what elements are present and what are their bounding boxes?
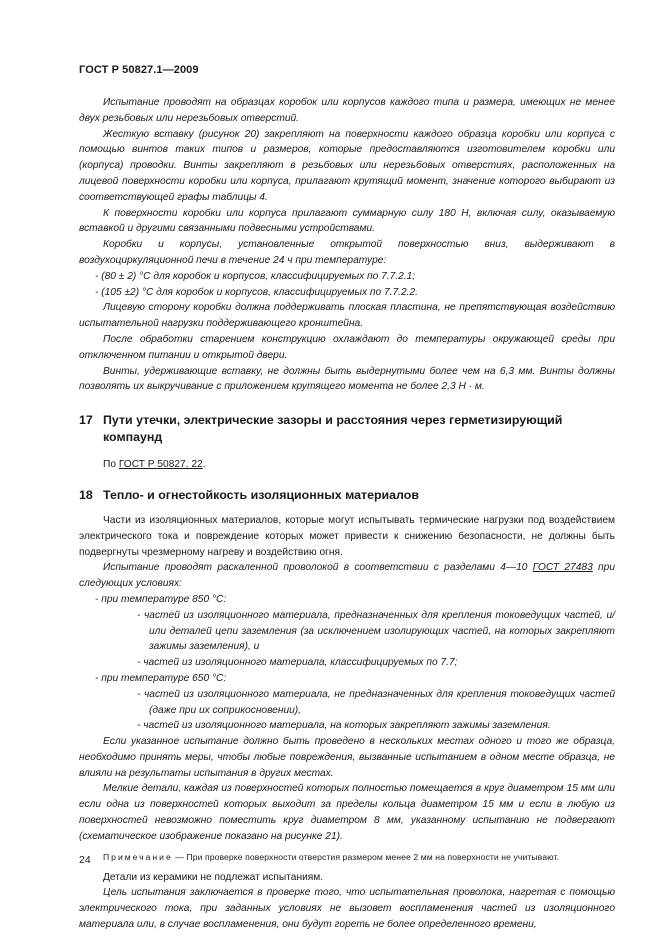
page-number: 24 [79,854,91,866]
list-subitem: - частей из изоляционного материала, на которых закрепляют зажимы заземления. [137,720,551,732]
paragraph-text: при следующих условиях: [79,562,615,590]
note-label: Примечание [103,851,173,862]
note [79,850,615,864]
paragraph: Если указанное испытание должно быть проведено в нескольких местах одного и того же образца, необходимо принять меры, чтобы любые повреждения, вызванные испытанием в одном месте образца, не влияли на результаты испытания в других местах. [79,736,615,779]
paragraph: Детали из керамики не подлежат испытаниям. [103,871,324,883]
standard-link[interactable]: ГОСТ Р 50827. 22 [118,459,203,471]
paragraph-text: Испытание проводят раскаленной проволокой в соответствии с разделами 4—10 [103,562,533,574]
paragraph: Части из изоляционных материалов, которые могут испытывать термические нагрузки под воздействием электрического тока и повреждение которых может привести к снижению безопасности, не должны быть подвергнуты чрезмерному нагреву и воздействию огня. [79,514,615,558]
section-number: 18 [79,487,93,502]
document-body [79,95,615,933]
reference-prefix: По [103,459,119,471]
standard-link[interactable]: ГОСТ 27483 [532,562,593,574]
list-subitem: - частей из изоляционного материала, предназначенных для крепления токоведущих частей, и/или деталей цепи заземления (за исключением изолирующих частей, на которых закрепляют зажимы заземления), и [137,609,615,653]
section-17-heading [79,412,615,446]
reference-suffix: . [202,459,206,471]
document-header: ГОСТ Р 50827.1—2009 [79,64,199,76]
list-subitem: - частей из изоляционного материала, не предназначенных для крепления токоведущих частей (даже при их соприкосновении), [137,688,615,716]
section-number: 17 [79,413,93,428]
paragraph: Мелкие детали, каждая из поверхностей которых полностью помещается в круг диаметром 15 мм или если одна из поверхностей которых выходит за пределы кольца диаметром 15 мм и если в любую из поверхностей невозможно поместить круг диаметром 8 мм, указанному испытанию не подвергают (схематическое изображение показано на рисунке 21). [79,783,615,842]
paragraph: Лицевую сторону коробки должна поддерживать плоская пластина, не препятствующая воздействию испытательной нагрузки поддерживающего кронштейна. [79,302,615,330]
paragraph: После обработки старением конструкцию охлаждают до температуры окружающей среды при отключенном питании и открытой двери. [79,333,615,361]
list-item: - (80 ± 2) °С для коробок и корпусов, классифицируемых по 7.7.2.1; [95,270,416,282]
list-subitem: - частей из изоляционного материала, классифицируемых по 7.7; [137,657,458,669]
paragraph: Испытание проводят на образцах коробок или корпусов каждого типа и размера, имеющих не менее двух резьбовых или нерезьбовых отверстий. [79,97,615,124]
paragraph: Жесткую вставку (рисунок 20) закрепляют на поверхности каждого образца коробки или корпуса с помощью винтов таких типов и размеров, которые предоставляются изготовителем коробки или (корпуса) проводки. Винты закрепляют в резьбовых или нерезьбовых отверстиях, расположенных на лицевой поверхности коробки или корпуса, прилагают крутящий момент, значение которого выбирают из соответствующей графы таблицы 4. [79,128,615,203]
section-title: Тепло- и огнестойкость изоляционных материалов [103,487,419,502]
section-17-reference [79,457,615,473]
list-item: - при температуре 850 °С: [95,593,227,605]
list-item: - (105 ±2) °С для коробок и корпусов, классифицируемых по 7.7.2.2. [95,286,418,298]
paragraph: Коробки и корпусы, установленные открытой поверхностью вниз, выдерживают в воздухоциркуляционной печи в течение 24 ч при температуре: [79,239,615,266]
section-18-heading [79,487,615,504]
section-title: Пути утечки, электрические зазоры и расстояния через герметизирующий компаунд [103,413,563,445]
paragraph: К поверхности коробки или корпуса прилагают суммарную силу 180 Н, включая силу, оказываемую вставкой и другими связанными подвесными устройствами. [79,207,615,235]
note-text: — При проверке поверхности отверстия размером менее 2 мм на поверхности не учитывают. [172,851,560,862]
paragraph: Винты, удерживающие вставку, не должны быть выдернутыми более чем на 6,3 мм. Винты должны позволять их выкручивание с приложением крутящего момента не более 2,3 Н · м. [79,365,615,393]
paragraph: Цель испытания заключается в проверке того, что испытательная проволока, нагретая с помощью электрического тока, при заданных условиях не вызовет воспламенения частей из изоляционного материала или, в случае воспламенения, они будут гореть не более определенного времени, [79,887,615,931]
list-item: - при температуре 650 °С: [95,672,227,684]
paragraph [79,560,615,592]
